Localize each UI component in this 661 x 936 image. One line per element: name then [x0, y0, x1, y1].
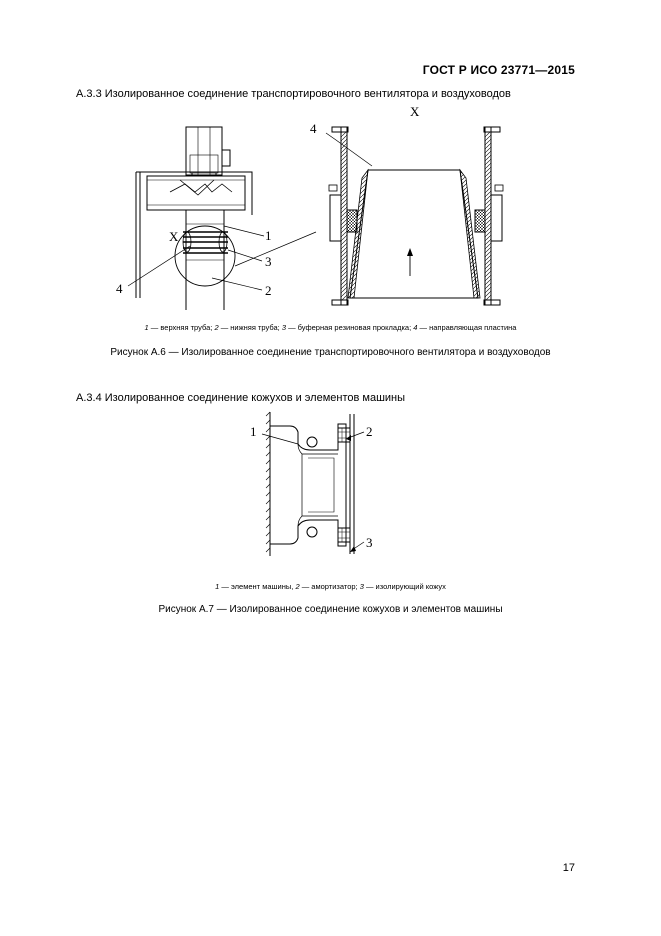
label-3: 3	[265, 254, 272, 269]
figure-a7-legend: 1 — элемент машины, 2 — амортизатор; 3 — изолирующий кожух	[215, 582, 446, 591]
label-1: 1	[265, 228, 272, 243]
label-4-left: 4	[116, 281, 123, 296]
motor-body	[186, 127, 222, 175]
figure-a6-drawing	[110, 100, 530, 315]
page-number: 17	[562, 862, 575, 874]
figure-a6-caption: Рисунок А.6 — Изолированное соединение транспортировочного вентилятора и воздуховодов	[110, 347, 551, 358]
label-2: 2	[366, 424, 373, 439]
section-a34-title: А.3.4 Изолированное соединение кожухов и элементов машины	[76, 392, 406, 404]
figure-a6-legend: 1 — верхняя труба; 2 — нижняя труба; 3 — буферная резиновая прокладка; 4 — направляющая пластина	[144, 323, 517, 332]
section-a33-title: А.3.3 Изолированное соединение транспортировочного вентилятора и воздуховодов	[76, 88, 511, 100]
figure-a7-caption: Рисунок А.7 — Изолированное соединение кожухов и элементов машины	[158, 604, 503, 615]
label-x-right: X	[410, 104, 420, 119]
label-2: 2	[265, 283, 272, 298]
figure-a7-drawing	[240, 404, 390, 564]
label-3: 3	[366, 535, 373, 550]
label-4-right: 4	[310, 121, 317, 136]
label-1: 1	[250, 424, 257, 439]
document-id-header: ГОСТ Р ИСО 23771—2015	[422, 63, 575, 77]
detail-x-circle	[175, 226, 235, 286]
label-x-left: X	[169, 229, 179, 244]
